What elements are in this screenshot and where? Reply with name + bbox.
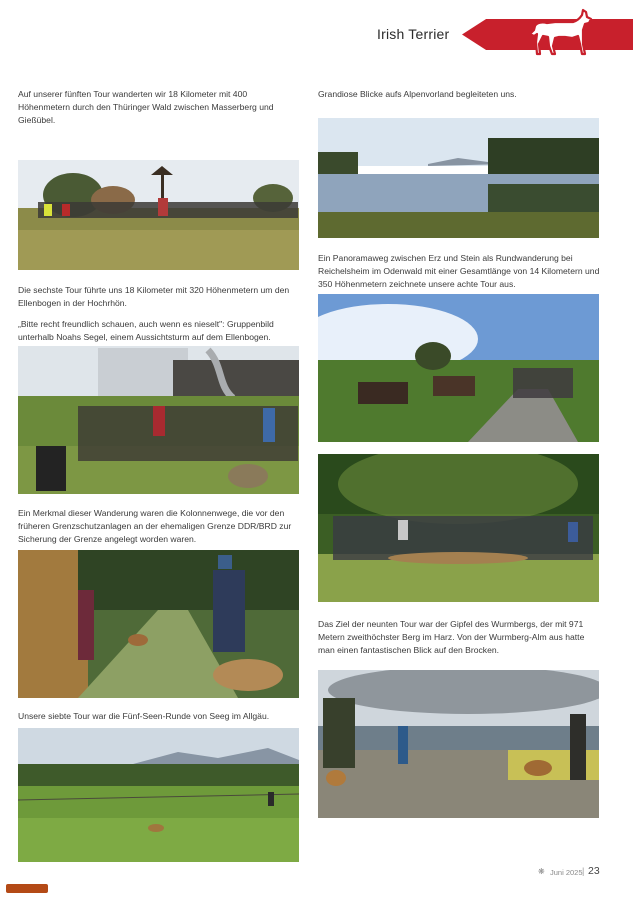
page-title: Irish Terrier <box>377 26 450 42</box>
photo-kolonnenweg <box>18 550 299 698</box>
tour7-caption: Unsere siebte Tour war die Fünf-Seen-Runde von Seeg im Allgäu. <box>18 711 270 721</box>
footer-separator: | <box>582 866 585 876</box>
alpenvorland-caption: Grandiose Blicke aufs Alpenvorland begleiteten uns. <box>318 89 517 99</box>
irish-terrier-icon <box>525 6 593 62</box>
paw-icon: ❋ <box>538 867 545 876</box>
issue-date: Juni 2025 <box>550 868 583 877</box>
tour6-caption: Die sechste Tour führte uns 18 Kilometer mit 320 Höhenmetern um den Ellenbogen in der Hochrhön. <box>18 285 290 308</box>
photo-alpenvorland-lake <box>318 108 599 238</box>
kolonnenwege-caption: Ein Merkmal dieser Wanderung waren die Kolonnenwege, die vor den früheren Grenzschutzanlagen an der ehemaligen Grenze DDR/BRD zur Sicherung der Grenze angelegt worden waren. <box>18 508 292 544</box>
photo-wurmberg <box>318 670 599 818</box>
photo-fuenf-seen-runde <box>18 728 299 862</box>
photo-ellenbogen <box>18 346 299 494</box>
tour8-caption: Ein Panoramaweg zwischen Erz und Stein als Rundwanderung bei Reichelsheim im Odenwald mit einer Gesamtlänge von 14 Kilometern und 350 Höhenmetern zeichnete unsere achte Tour aus. <box>318 253 600 289</box>
tour5-caption: Auf unserer fünften Tour wanderten wir 18 Kilometer mit 400 Höhenmetern durch den Thüringer Wald zwischen Masserberg und Gießübel. <box>18 89 274 125</box>
photo-odenwald-horses <box>318 294 599 442</box>
noahs-segel-caption: „Bitte recht freundlich schauen, auch wenn es nieselt": Gruppenbild unterhalb Noahs Segel, einem Aussichtsturm auf dem Ellenbogen. <box>18 319 274 342</box>
photo-odenwald-group <box>318 454 599 602</box>
magazine-logo-icon <box>6 884 48 893</box>
photo-thueringer-wald <box>18 160 299 270</box>
tour9-caption: Das Ziel der neunten Tour war der Gipfel des Wurmbergs, der mit 971 Metern zweithöchster Berg im Harz. Von der Wurmberg-Alm aus hatte man einen fantastischen Blick auf den Brocken. <box>318 619 585 655</box>
page-number: 23 <box>588 865 600 877</box>
